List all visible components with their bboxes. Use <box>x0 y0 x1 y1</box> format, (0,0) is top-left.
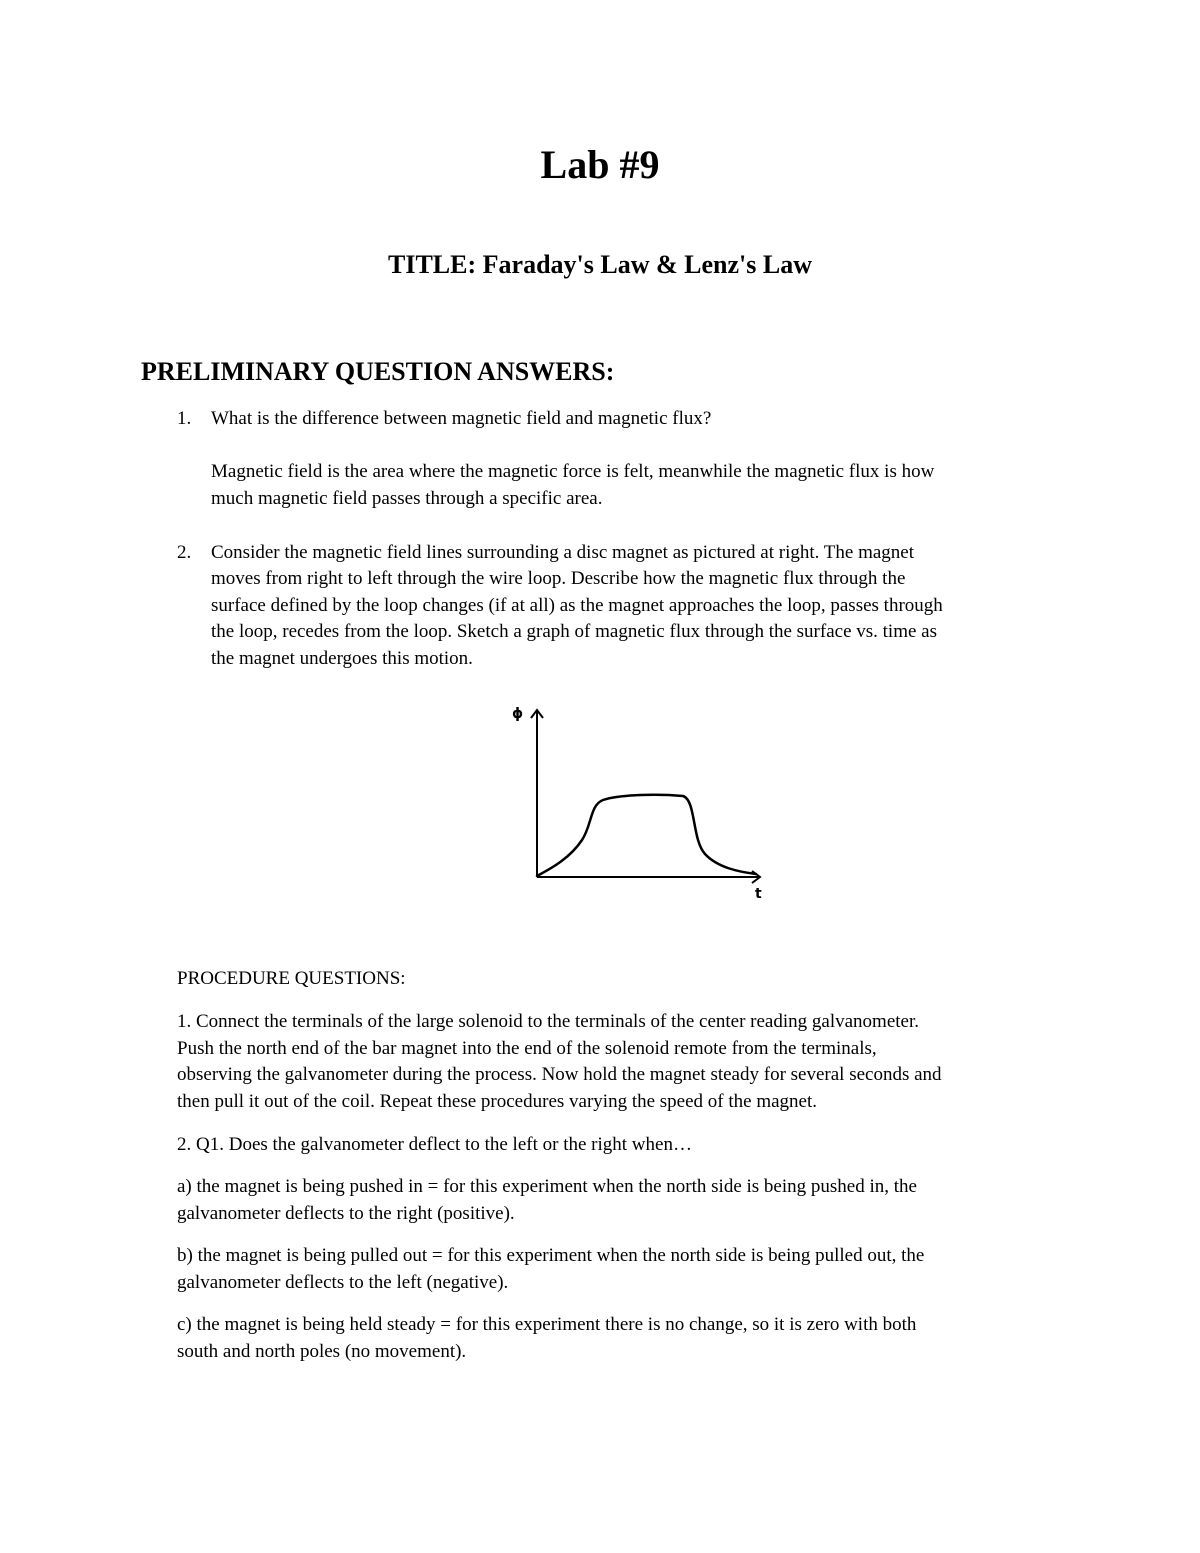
procedure-heading: PROCEDURE QUESTIONS: <box>177 968 406 989</box>
p1-line-1: 1. Connect the terminals of the large solenoid to the terminals of the center reading galvanometer. <box>177 1011 919 1032</box>
p2-question: 2. Q1. Does the galvanometer deflect to the left or the right when… <box>177 1134 692 1155</box>
p1-line-4: then pull it out of the coil. Repeat these procedures varying the speed of the magnet. <box>177 1091 817 1112</box>
q1-answer-line-2: much magnetic field passes through a specific area. <box>211 488 603 509</box>
preliminary-heading: PRELIMINARY QUESTION ANSWERS: <box>141 357 615 386</box>
flux-curve <box>537 795 756 876</box>
answer-b-line-1: b) the magnet is being pulled out = for this experiment when the north side is being pulled out, the <box>177 1245 925 1266</box>
q2-line-1: Consider the magnetic field lines surrounding a disc magnet as pictured at right. The magnet <box>211 542 914 563</box>
answer-a-line-2: galvanometer deflects to the right (positive). <box>177 1203 515 1224</box>
x-axis-label: t <box>755 886 762 902</box>
lab-title: Lab #9 <box>540 142 660 187</box>
flux-time-sketch <box>500 700 780 910</box>
q2-line-5: the magnet undergoes this motion. <box>211 648 473 669</box>
q2-line-4: the loop, recedes from the loop. Sketch a graph of magnetic flux through the surface vs. time as <box>211 621 937 642</box>
q2-line-2: moves from right to left through the wire loop. Describe how the magnetic flux through the <box>211 568 906 589</box>
p1-line-3: observing the galvanometer during the process. Now hold the magnet steady for several seconds and <box>177 1064 942 1085</box>
answer-c-line-1: c) the magnet is being held steady = for this experiment there is no change, so it is zero with both <box>177 1314 917 1335</box>
q1-question: What is the difference between magnetic field and magnetic flux? <box>211 408 712 429</box>
lab-subtitle: TITLE: Faraday's Law & Lenz's Law <box>388 250 812 279</box>
answer-a-line-1: a) the magnet is being pushed in = for this experiment when the north side is being pushed in, the <box>177 1176 917 1197</box>
q2-line-3: surface defined by the loop changes (if at all) as the magnet approaches the loop, passes through <box>211 595 943 616</box>
answer-c-line-2: south and north poles (no movement). <box>177 1341 467 1362</box>
p1-line-2: Push the north end of the bar magnet into the end of the solenoid remote from the terminals, <box>177 1038 877 1059</box>
y-axis-label: ϕ <box>512 706 524 722</box>
q1-answer-line-1: Magnetic field is the area where the magnetic force is felt, meanwhile the magnetic flux is how <box>211 461 935 482</box>
q1-number: 1. <box>177 408 192 429</box>
answer-b-line-2: galvanometer deflects to the left (negative). <box>177 1272 509 1293</box>
q2-number: 2. <box>177 542 192 563</box>
